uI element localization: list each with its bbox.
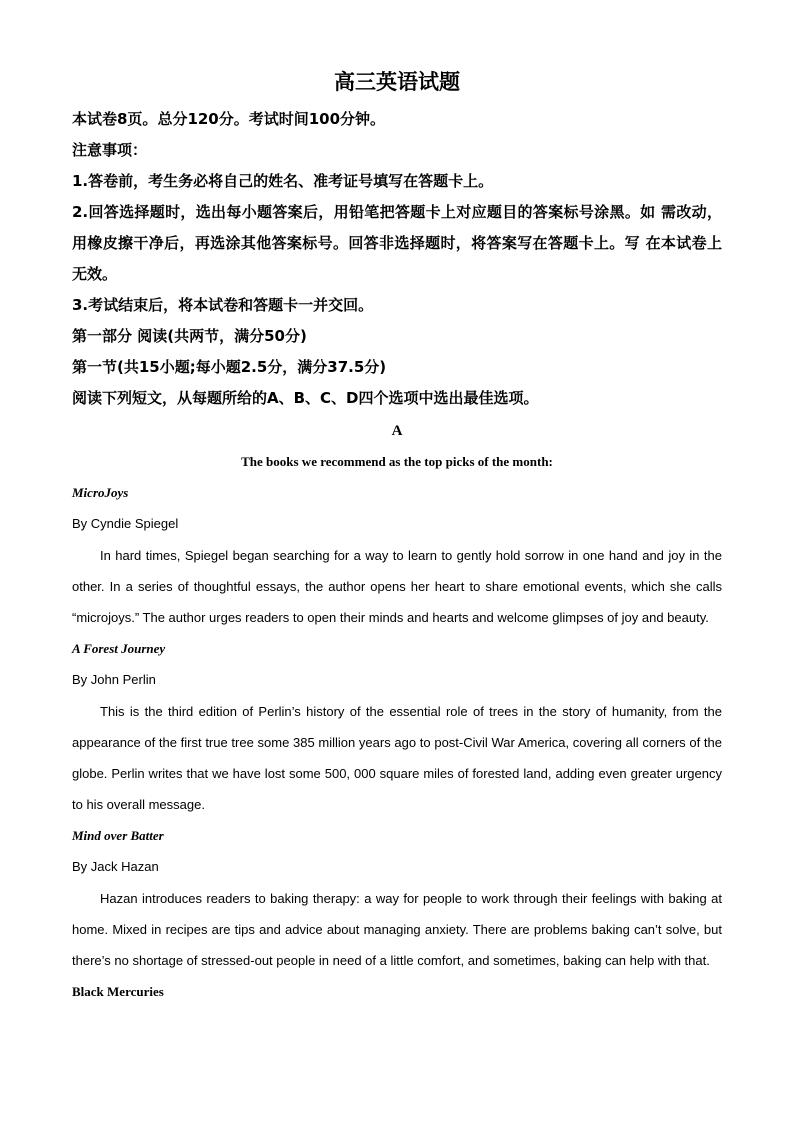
passage-subtitle: The books we recommend as the top picks of the month: [241,454,553,469]
book-author: By Cyndie Spiegel [72,516,179,531]
part-1-heading: 第一部分 阅读(共两节，满分50分) [72,327,307,345]
book-author: By Jack Hazan [72,859,159,874]
note-2: 2.回答选择题时，选出每小题答案后，用铅笔把答题卡上对应题目的答案标号涂黑。如 需改动，用橡皮擦干净后，再选涂其他答案标号。回答非选择题时，将答案写在答题卡上。写 在本试卷上无效。 [72,203,722,283]
book-author: By John Perlin [72,672,156,687]
book-title: Mind over Batter [72,828,164,843]
book-title: MicroJoys [72,485,129,500]
notes-heading: 注意事项： [72,141,148,159]
book-title: Black Mercuries [72,984,164,999]
exam-info-line: 本试卷8页。总分120分。考试时间100分钟。 [72,110,386,128]
book-title: A Forest Journey [72,641,166,656]
book-description: This is the third edition of Perlin’s history of the essential role of trees in the story of humanity, from the appearance of the first true tree some 385 million years ago to post-Civil War America, covering all corners of the globe. Perlin writes that we have lost some 500, 000 square miles of forested land, adding even greater urgency to his overall message. [72,704,722,812]
passage-letter: A [391,423,403,439]
page-title: 高三英语试题 [334,70,460,94]
book-description: In hard times, Spiegel began searching for a way to learn to gently hold sorrow in one hand and joy in the other. In a series of thoughtful essays, the author opens her heart to share emotional events, which she calls “microjoys.” The author urges readers to open their minds and hearts and welcome glimpses of joy and beauty. [72,548,722,625]
note-3: 3.考试结束后，将本试卷和答题卡一并交回。 [72,296,374,314]
note-1: 1.答卷前，考生务必将自己的姓名、准考证号填写在答题卡上。 [72,172,494,190]
section-1-heading: 第一节(共15小题;每小题2.5分，满分37.5分) [72,358,387,376]
book-description: Hazan introduces readers to baking therapy: a way for people to work through their feelings with baking at home. Mixed in recipes are tips and advice about managing anxiety. There are problems baking can’t solve, but there’s no shortage of stressed-out people in need of a little comfort, and sometimes, baking can help with that. [72,891,722,968]
reading-instruction: 阅读下列短文，从每题所给的A、B、C、D四个选项中选出最佳选项。 [72,389,539,407]
